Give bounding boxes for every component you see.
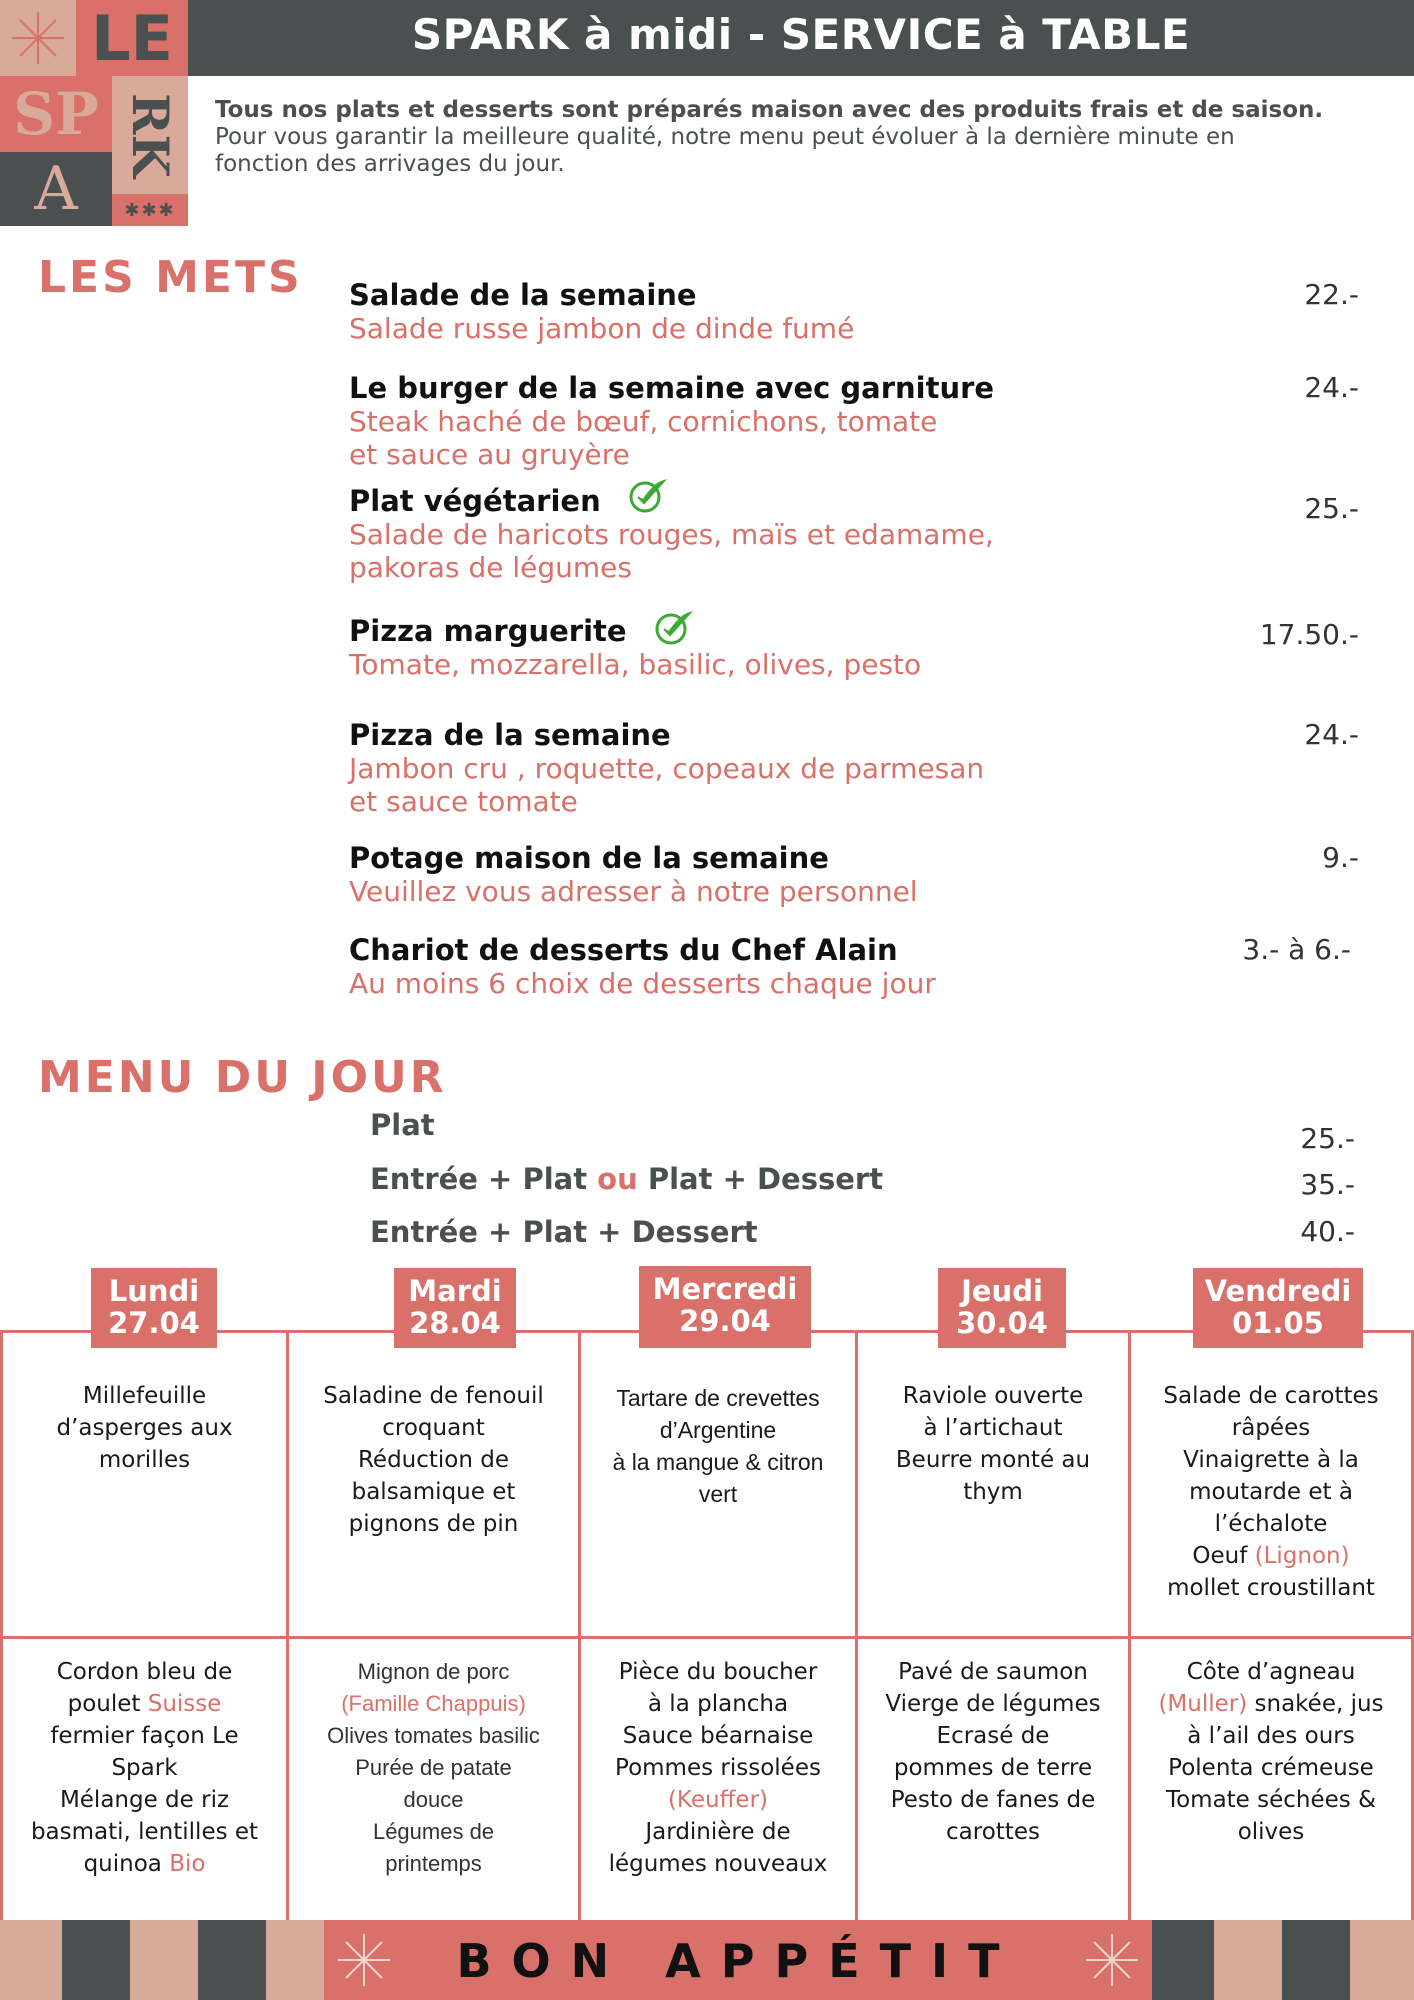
logo-tile-stars: [112, 194, 188, 226]
dish-price: 3.- à 6.-: [1242, 933, 1351, 966]
main-text: fermier façon Le Spark Mélange de riz basmati, lentilles et quinoa: [30, 1723, 259, 1877]
dish-item: [349, 614, 1359, 681]
footer-stripe: [62, 1920, 130, 2000]
intro-bold: Tous nos plats et desserts sont préparés maison avec des produits frais et de saison.: [215, 97, 1324, 123]
header-bar: [0, 0, 1414, 76]
day-name: Jeudi: [961, 1274, 1043, 1308]
main-text: Côte d’agneau: [1186, 1659, 1356, 1685]
day-header-mercredi: [639, 1266, 811, 1348]
logo-letter-l: L: [91, 1, 131, 75]
main-text: snakée, jus à l’ail des ours Polenta crémeuse Tomate séchées & olives: [1165, 1691, 1384, 1845]
footer-center: [324, 1920, 1152, 2000]
dish-price: 24.-: [1304, 371, 1359, 404]
footer-stripe: [0, 1920, 62, 2000]
day-header-jeudi: [938, 1268, 1066, 1348]
logo-stars: ✱✱✱: [124, 199, 176, 221]
dish-description: Tomate, mozzarella, basilic, olives, pesto: [349, 648, 922, 681]
main-text: Cordon bleu de poulet: [56, 1659, 233, 1717]
dish-description: Veuillez vous adresser à notre personnel: [349, 875, 918, 908]
logo-tile-star: [0, 0, 76, 76]
organic-label: Bio: [169, 1851, 206, 1877]
menu-option: [370, 1108, 1355, 1155]
starter-jeudi: Raviole ouverte à l’artichaut Beurre monté au thym: [895, 1383, 1091, 1505]
dish-price: 9.-: [1322, 841, 1359, 874]
producer-name: (Famille Chappuis): [341, 1691, 526, 1716]
footer-stripe: [266, 1920, 324, 2000]
footer-text: BON APPÉTIT: [456, 1934, 1020, 1988]
starter-text: Salade de carottes râpées Vinaigrette à la moutarde et à l’échalote Oeuf: [1163, 1383, 1379, 1569]
dish-price: 22.-: [1304, 278, 1359, 311]
menu-option-label-a: Entrée + Plat: [370, 1162, 598, 1196]
footer-stripe: [1282, 1920, 1350, 2000]
menu-option-price: 35.-: [1300, 1168, 1355, 1201]
main-mardi: [289, 1656, 578, 1880]
main-text: Olives tomates basilic Purée de patate douce Légumes de printemps: [327, 1723, 540, 1876]
dish-description: Steak haché de bœuf, cornichons, tomate et sauce au gruyère: [349, 405, 938, 471]
day-header-vendredi: [1193, 1268, 1363, 1348]
vegetarian-leaf-icon: [653, 609, 693, 645]
intro-rest: Pour vous garantir la meilleure qualité, notre menu peut évoluer à la dernière minute en fonction des arrivages du jour.: [215, 124, 1235, 177]
logo-letter-a: A: [34, 154, 78, 224]
dish-name: Le burger de la semaine avec garniture: [349, 371, 995, 405]
logo-tile-rk: [112, 76, 188, 194]
logo-letters-rk: RK: [120, 92, 180, 178]
footer-stripe: [198, 1920, 266, 2000]
day-date: 28.04: [409, 1306, 501, 1340]
day-date: 27.04: [108, 1306, 200, 1340]
dish-description: Jambon cru , roquette, copeaux de parmesan et sauce tomate: [349, 752, 985, 818]
dish-item: [349, 933, 1359, 1000]
day-date: 29.04: [679, 1304, 771, 1338]
menu-option: [370, 1162, 1355, 1201]
spark-logo: [0, 0, 188, 226]
menu-option-label-b: Plat + Dessert: [637, 1162, 884, 1196]
dish-name: Pizza de la semaine: [349, 718, 671, 752]
origin-label: Suisse: [147, 1691, 222, 1717]
starter-vendredi: [1131, 1380, 1411, 1604]
grid-line: [0, 1636, 1414, 1639]
main-vendredi: [1131, 1656, 1411, 1848]
main-text: Jardinière de légumes nouveaux: [608, 1819, 828, 1877]
footer-stripe: [130, 1920, 198, 2000]
producer-name: (Muller): [1158, 1691, 1248, 1717]
dish-description: Au moins 6 choix de desserts chaque jour: [349, 967, 936, 1000]
main-mercredi: [581, 1656, 855, 1880]
dish-item: [349, 841, 1359, 908]
starter-mardi: Saladine de fenouil croquant Réduction de balsamique et pignons de pin: [323, 1383, 544, 1537]
menu-option: [370, 1215, 1355, 1249]
day-date: 01.05: [1232, 1306, 1324, 1340]
day-name: Lundi: [108, 1274, 200, 1308]
day-name: Mercredi: [652, 1272, 798, 1306]
main-lundi: [3, 1656, 286, 1880]
main-jeudi: Pavé de saumon Vierge de légumes Ecrasé de pommes de terre Pesto de fanes de carottes: [885, 1659, 1101, 1845]
day-header-mardi: [394, 1268, 516, 1348]
menu-option-or: ou: [597, 1162, 638, 1196]
sparkle-icon: [1084, 1932, 1140, 1988]
menu-option-price: 40.-: [1300, 1215, 1355, 1248]
day-name: Mardi: [408, 1274, 502, 1308]
menu-option-label: Entrée + Plat + Dessert: [370, 1215, 758, 1249]
dish-name: Potage maison de la semaine: [349, 841, 829, 875]
intro-text: [215, 97, 1335, 178]
dish-description: Salade de haricots rouges, maïs et edamame, pakoras de légumes: [349, 518, 994, 584]
logo-letter-e: E: [130, 1, 173, 75]
dish-name: Pizza marguerite: [349, 614, 627, 648]
starter-text: mollet croustillant: [1167, 1575, 1375, 1601]
dish-price: 25.-: [1304, 492, 1359, 525]
menu-option-price: 25.-: [1300, 1122, 1355, 1155]
dish-name: Salade de la semaine: [349, 278, 697, 312]
dish-name: Plat végétarien: [349, 484, 601, 518]
sparkle-icon: [8, 8, 68, 68]
dish-item: [349, 484, 1359, 584]
vegetarian-leaf-icon: [627, 477, 667, 513]
logo-tile-a: [0, 152, 112, 226]
footer-stripe: [1152, 1920, 1214, 2000]
menu-option-label: Plat: [370, 1108, 435, 1142]
dish-item: [349, 371, 1359, 471]
logo-letters-sp: SP: [13, 80, 99, 148]
main-text: Pièce du boucher à la plancha Sauce béarnaise Pommes rissolées: [615, 1659, 821, 1781]
starter-mercredi: Tartare de crevettes d’Argentine à la mangue & citron vert: [612, 1385, 824, 1507]
dish-item: [349, 278, 1359, 345]
section-title-mets: LES METS: [38, 252, 303, 303]
starter-lundi: Millefeuille d’asperges aux morilles: [56, 1383, 233, 1473]
dish-item: [349, 718, 1359, 818]
dish-name: Chariot de desserts du Chef Alain: [349, 933, 898, 967]
logo-tile-sp: [0, 76, 112, 152]
section-title-menu-du-jour: MENU DU JOUR: [38, 1052, 447, 1103]
logo-tile-le: [76, 0, 188, 76]
dish-description: Salade russe jambon de dinde fumé: [349, 312, 855, 345]
sparkle-icon: [336, 1932, 392, 1988]
day-date: 30.04: [956, 1306, 1048, 1340]
day-name: Vendredi: [1204, 1274, 1352, 1308]
footer-stripe: [1350, 1920, 1414, 2000]
dish-price: 24.-: [1304, 718, 1359, 751]
footer-stripe: [1214, 1920, 1282, 2000]
page-title: SPARK à midi - SERVICE à TABLE: [411, 10, 1191, 59]
footer-banner: [0, 1920, 1414, 2000]
producer-name: (Lignon): [1254, 1543, 1350, 1569]
producer-name: (Keuffer): [667, 1787, 769, 1813]
main-text: Mignon de porc: [357, 1659, 510, 1684]
day-header-lundi: [91, 1268, 217, 1348]
dish-price: 17.50.-: [1259, 618, 1359, 651]
